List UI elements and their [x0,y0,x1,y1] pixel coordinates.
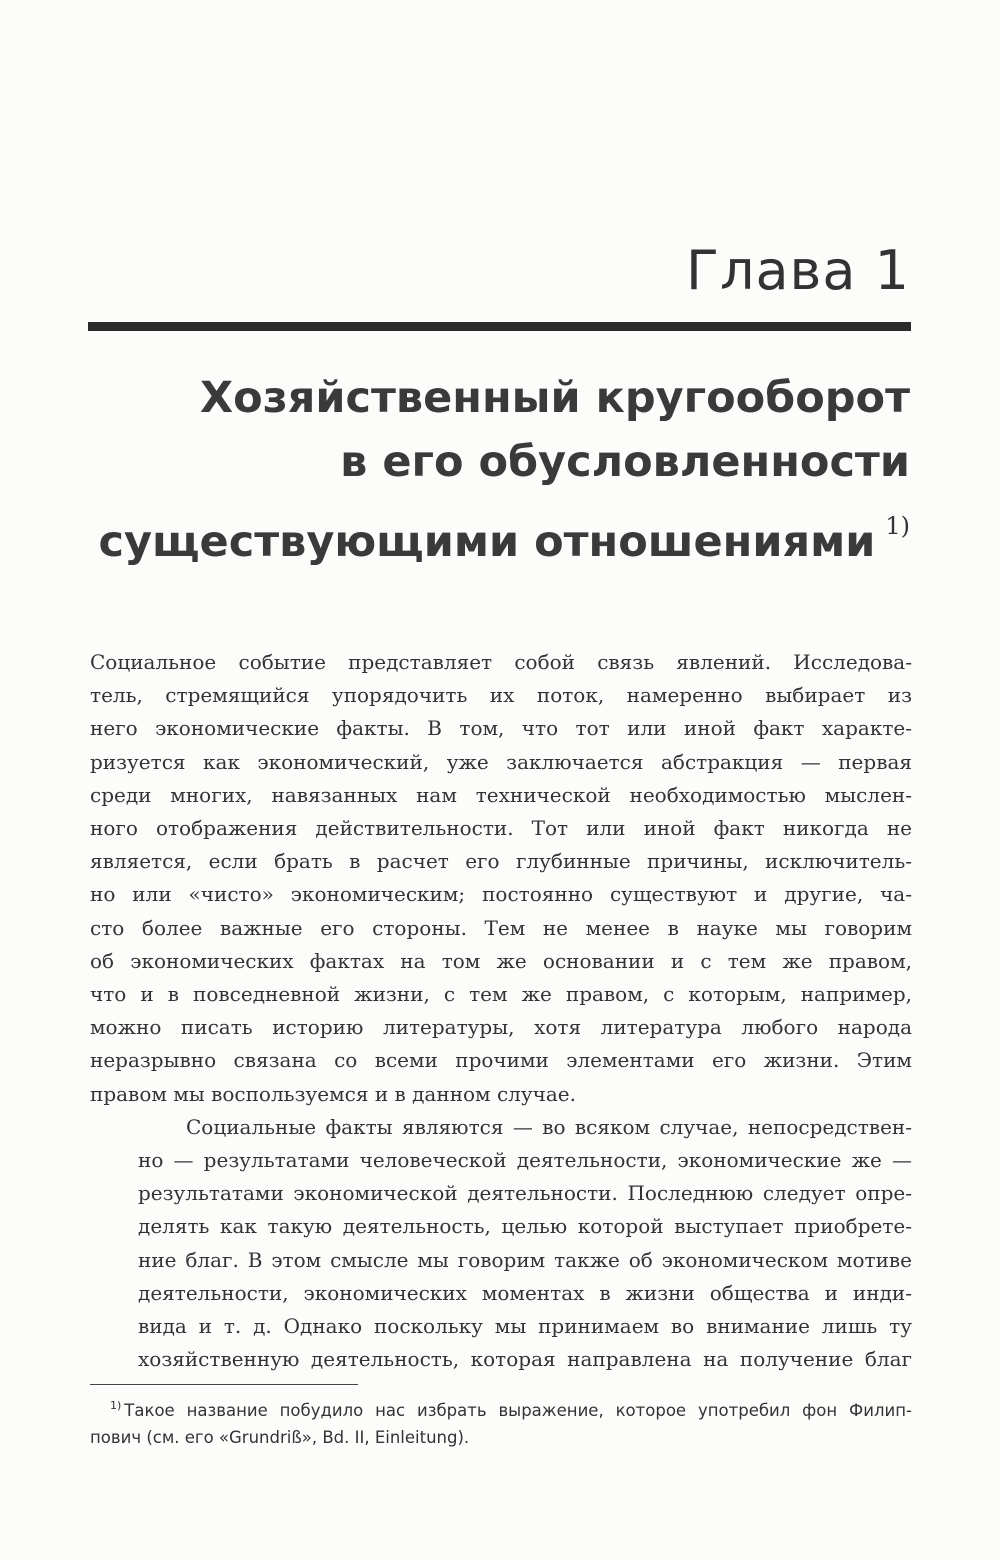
text-line: что и в повседневной жизни, с тем же правом, с которым, например, [90,982,912,1007]
text-line: него экономические факты. В том, что тот или иной факт характе- [90,716,912,741]
footnote-line: пович (см. его «Grundriß», Bd. II, Einleitung). [90,1428,470,1447]
text-line: но — результатами человеческой деятельности, экономические же — [138,1148,912,1173]
text-line: неразрывно связана со всеми прочими элементами его жизни. Этим [90,1048,912,1073]
text-line: делять как такую деятельность, целью которой выступает приобрете- [138,1214,912,1239]
footnote-reference-mark[interactable]: 1) [885,512,910,540]
text-line: хозяйственную деятельность, которая направлена на получение благ [138,1347,912,1372]
chapter-title-line [70,494,910,574]
footnote [90,1392,912,1451]
chapter-title-line: Хозяйственный кругооборот [200,373,910,423]
footnote-rule [90,1384,358,1385]
footnote-mark: 1) [110,1399,122,1412]
text-line: но или «чисто» экономическим; постоянно существуют и другие, ча- [90,882,912,907]
chapter-title-line: в его обусловленности [340,437,910,487]
chapter-title [70,366,910,574]
chapter-rule [88,322,911,331]
text-line: об экономических фактах на том же основании и с тем же правом, [90,948,912,973]
text-line: тель, стремящийся упорядочить их поток, намеренно выбирает из [90,683,912,708]
paragraph [90,646,912,1111]
text-line: ризуется как экономический, уже заключается абстракция — первая [90,749,912,774]
footnote-text: Такое название побудило нас избрать выражение, которое употребил фон Филип- [124,1401,912,1420]
text-line: результатами экономической деятельности. Последнюю следует опре- [138,1181,912,1206]
text-line: вида и т. д. Однако поскольку мы принимаем во внимание лишь ту [138,1314,912,1339]
body-text [90,646,912,1376]
text-line: является, если брать в расчет его глубинные причины, исключитель- [90,849,912,874]
text-line: правом мы воспользуемся и в данном случае. [90,1081,576,1106]
text-line: среди многих, навязанных нам технической необходимостью мыслен- [90,782,912,807]
footnote-line [90,1392,912,1424]
text-line: ного отображения действительности. Тот или иной факт никогда не [90,816,912,841]
text-line: можно писать историю литературы, хотя литература любого народа [90,1015,912,1040]
chapter-title-line-text: существующими отношениями [98,517,876,567]
chapter-label: Глава 1 [686,239,910,302]
text-line: ние благ. В этом смысле мы говорим также об экономическом мотиве [138,1247,912,1272]
text-line: деятельности, экономических моментах в жизни общества и инди- [138,1280,912,1305]
paragraph [90,1111,912,1377]
text-line: Социальное событие представляет собой связь явлений. Исследова- [90,650,912,674]
text-line: Социальные факты являются — во всяком случае, непосредствен- [186,1114,912,1139]
text-line: сто более важные его стороны. Тем не менее в науке мы говорим [90,915,912,940]
